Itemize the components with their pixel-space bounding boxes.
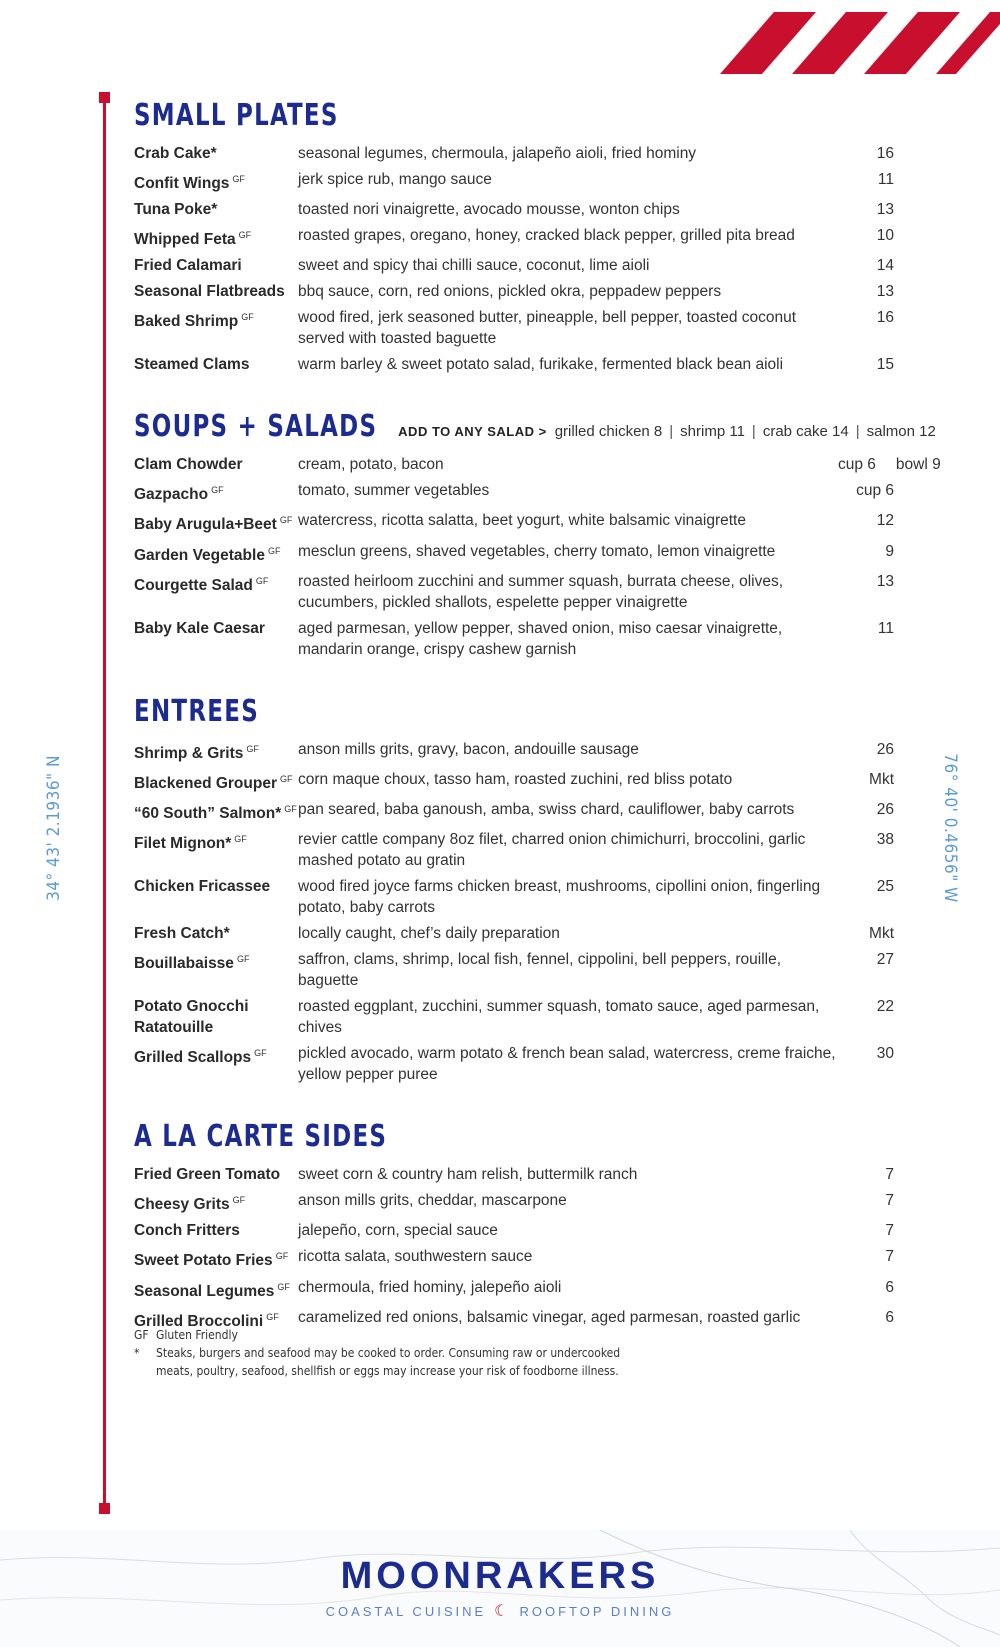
decorative-stripes xyxy=(720,12,1000,74)
item-price-cell xyxy=(838,354,894,375)
raw-food-footnote xyxy=(134,1344,626,1380)
item-name-cell xyxy=(134,199,298,220)
item-price-cell xyxy=(838,510,894,531)
item-price: 13 xyxy=(876,201,894,219)
gluten-friendly-badge: GF xyxy=(284,804,297,815)
item-name: Filet Mignon* xyxy=(134,835,232,853)
item-description: wood fired, jerk seasoned butter, pineapple, bell pepper, toasted coconut served with toasted baguette xyxy=(298,309,797,348)
menu-item xyxy=(134,923,894,944)
item-name-cell xyxy=(134,618,298,639)
item-price: 13 xyxy=(876,283,894,301)
item-price: 7 xyxy=(885,1222,894,1240)
item-price: 7 xyxy=(885,1166,894,1184)
footnotes xyxy=(134,1326,626,1380)
item-name-cell xyxy=(134,1164,298,1185)
menu-item xyxy=(134,571,894,613)
item-name-cell xyxy=(134,799,298,824)
gluten-friendly-badge: GF xyxy=(266,1311,279,1322)
item-name: Baby Kale Caesar xyxy=(134,619,265,637)
item-price: Mkt xyxy=(869,925,894,943)
item-description: seasonal legumes, chermoula, jalapeño aioli, fried hominy xyxy=(298,145,697,162)
raw-food-footnote-text: Steaks, burgers and seafood may be cooked to order. Consuming raw or undercooked meats, poultry, seafood, shellfish or eggs may increase your risk of foodborne illness. xyxy=(156,1346,621,1378)
item-price-cell xyxy=(838,618,894,639)
item-name: Seasonal Legumes xyxy=(134,1282,275,1300)
item-description: bbq sauce, corn, red onions, pickled okra, peppadew peppers xyxy=(298,283,722,301)
item-description: pan seared, baba ganoush, amba, swiss chard, cauliflower, baby carrots xyxy=(298,801,795,819)
item-description: pickled avocado, warm potato & french bean salad, watercress, creme fraiche, yellow pepper puree xyxy=(298,1045,836,1084)
item-description: roasted grapes, oregano, honey, cracked black pepper, grilled pita bread xyxy=(298,227,795,245)
gluten-friendly-badge: GF xyxy=(238,230,252,241)
item-name: Courgette Salad xyxy=(134,576,253,594)
gluten-friendly-badge: GF xyxy=(254,1048,267,1059)
item-price: 11 xyxy=(877,619,894,637)
gf-mark: GF xyxy=(134,1328,149,1342)
gluten-friendly-badge: GF xyxy=(279,515,293,526)
menu-item xyxy=(134,1164,894,1185)
gluten-friendly-badge: GF xyxy=(236,954,250,965)
menu-item xyxy=(134,510,894,535)
item-price-cell xyxy=(838,923,894,944)
item-name: Bouillabaisse xyxy=(134,955,234,973)
item-name: Garden Vegetable xyxy=(134,546,265,564)
item-name-cell xyxy=(134,739,298,764)
gluten-friendly-badge: GF xyxy=(241,312,254,323)
addon-option: shrimp 11 xyxy=(680,423,745,441)
item-description: warm barley & sweet potato salad, furikake, fermented black bean aioli xyxy=(298,356,784,374)
menu-item xyxy=(134,143,894,164)
item-price-cell xyxy=(838,769,894,790)
item-price: 14 xyxy=(876,257,894,275)
item-name: Confit Wings xyxy=(134,175,230,193)
item-name: Fried Calamari xyxy=(134,257,242,275)
item-price: 15 xyxy=(876,356,894,374)
item-description: roasted eggplant, zucchini, summer squash, tomato sauce, aged parmesan, chives xyxy=(298,998,820,1037)
item-name-cell xyxy=(134,225,298,250)
item-price-cell xyxy=(838,829,894,850)
section-title: A LA CARTE SIDES xyxy=(134,1119,388,1155)
addon-lead: ADD TO ANY SALAD > xyxy=(398,424,547,440)
menu-section xyxy=(134,98,894,375)
item-description: chermoula, fried hominy, jalepeño aioli xyxy=(298,1278,562,1296)
item-price: 27 xyxy=(876,951,894,969)
item-price-cell xyxy=(838,480,894,501)
item-price: 10 xyxy=(876,227,894,245)
item-description: revier cattle company 8oz filet, charred onion chimichurri, broccolini, garlic mashed potato au gratin xyxy=(298,831,806,870)
item-price-cell xyxy=(838,876,894,897)
gluten-friendly-badge: GF xyxy=(246,743,259,754)
item-name: Fried Green Tomato xyxy=(134,1166,281,1184)
latitude-label: 34° 43' 2.1936" N xyxy=(44,755,64,901)
menu-item xyxy=(134,876,894,918)
menu-item xyxy=(134,618,894,660)
item-price: Mkt xyxy=(869,770,894,788)
item-price: 26 xyxy=(876,740,894,758)
item-price-cell xyxy=(838,1043,894,1064)
item-name-cell xyxy=(134,829,298,854)
item-price-cell xyxy=(838,1246,894,1267)
salad-addons xyxy=(398,423,936,440)
menu-item xyxy=(134,1220,894,1241)
item-price-cell xyxy=(838,571,894,592)
item-name-cell xyxy=(134,1277,298,1302)
item-name: Clam Chowder xyxy=(134,456,243,474)
item-name-cell xyxy=(134,923,298,944)
item-price-cell xyxy=(838,1220,894,1241)
menu-item xyxy=(134,255,894,276)
item-name-cell xyxy=(134,143,298,164)
menu-item xyxy=(134,199,894,220)
item-name: Seasonal Flatbreads xyxy=(134,283,285,301)
item-price-cell xyxy=(838,143,894,164)
item-price: 6 xyxy=(885,1278,894,1296)
menu-item xyxy=(134,1277,894,1302)
rule-top-cap xyxy=(99,92,110,103)
addon-separator: | xyxy=(751,423,756,441)
item-name-cell xyxy=(134,1246,298,1271)
section-header xyxy=(134,98,894,143)
item-name: Fresh Catch* xyxy=(134,925,230,943)
item-description: jerk spice rub, mango sauce xyxy=(298,171,492,188)
item-name-cell xyxy=(134,255,298,276)
addon-option: salmon 12 xyxy=(866,423,936,441)
item-description: watercress, ricotta salatta, beet yogurt, white balsamic vinaigrette xyxy=(298,512,746,530)
menu-item xyxy=(134,799,894,824)
item-name-cell xyxy=(134,949,298,974)
item-name-cell xyxy=(134,454,298,475)
menu-item xyxy=(134,1043,894,1085)
menu-item xyxy=(134,307,894,349)
menu-section xyxy=(134,1119,894,1332)
item-name: Gazpacho xyxy=(134,486,209,504)
brand-logo: MOONRAKERS xyxy=(340,1555,660,1597)
item-name: Chicken Fricassee xyxy=(134,878,271,896)
item-name-cell xyxy=(134,769,298,794)
item-name-cell xyxy=(134,571,298,596)
item-price-cell xyxy=(838,799,894,820)
item-name: Grilled Broccolini xyxy=(134,1312,264,1330)
gluten-friendly-badge: GF xyxy=(255,575,269,586)
item-price: 6 xyxy=(885,1308,894,1326)
item-price: 30 xyxy=(876,1045,894,1063)
section-header xyxy=(134,694,894,739)
item-description: sweet corn & country ham relish, buttermilk ranch xyxy=(298,1166,638,1184)
menu-item xyxy=(134,281,894,302)
menu-item xyxy=(134,454,941,475)
item-price-cell xyxy=(838,199,894,220)
menu-item xyxy=(134,354,894,375)
item-price: 9 xyxy=(885,542,894,560)
item-price-cell xyxy=(838,1164,894,1185)
item-price: 26 xyxy=(876,801,894,819)
gluten-friendly-badge: GF xyxy=(232,1195,246,1206)
item-description: ricotta salata, southwestern sauce xyxy=(298,1248,533,1266)
item-price-cell xyxy=(838,996,894,1017)
item-name: Crab Cake* xyxy=(134,145,217,162)
gf-footnote xyxy=(134,1326,626,1344)
item-name-cell xyxy=(134,510,298,535)
item-description: anson mills grits, gravy, bacon, andouille sausage xyxy=(298,740,639,758)
addon-separator: | xyxy=(669,423,674,441)
menu-item xyxy=(134,996,894,1038)
item-description: locally caught, chef’s daily preparation xyxy=(298,925,560,943)
item-price: 11 xyxy=(877,171,894,188)
rule-bottom-cap xyxy=(99,1503,110,1514)
item-price: 16 xyxy=(876,309,894,327)
tagline-right: ROOFTOP DINING xyxy=(519,1604,675,1619)
item-price-cell xyxy=(838,255,894,276)
longitude-label: 76° 40' 0.4656" W xyxy=(940,753,960,903)
item-price-cell xyxy=(838,949,894,970)
item-name: Shrimp & Grits xyxy=(134,744,244,762)
menu-section xyxy=(134,694,894,1085)
gluten-friendly-badge: GF xyxy=(277,1281,290,1292)
item-name-cell xyxy=(134,169,298,194)
menu-item xyxy=(134,739,894,764)
section-header xyxy=(134,409,936,454)
tagline-left: COASTAL CUISINE xyxy=(325,1604,487,1619)
item-price-cell xyxy=(838,1307,894,1328)
item-name-cell xyxy=(134,354,298,375)
cup-price: cup 6 xyxy=(838,456,876,474)
gluten-friendly-badge: GF xyxy=(267,545,281,556)
item-price-cell xyxy=(838,281,894,302)
item-name-cell xyxy=(134,1190,298,1215)
item-description: aged parmesan, yellow pepper, shaved onion, miso caesar vinaigrette, mandarin orange, crispy cashew garnish xyxy=(298,619,783,658)
item-price: 25 xyxy=(876,878,894,896)
item-description: caramelized red onions, balsamic vinegar, aged parmesan, roasted garlic xyxy=(298,1308,801,1326)
crescent-moon-icon: ☾ xyxy=(494,1603,512,1620)
item-description: mesclun greens, shaved vegetables, cherry tomato, lemon vinaigrette xyxy=(298,542,776,560)
menu-item xyxy=(134,1246,894,1271)
item-name: Potato Gnocchi Ratatouille xyxy=(134,998,249,1037)
item-price: 38 xyxy=(876,831,894,849)
item-price: bowl 9 xyxy=(895,456,941,474)
item-name: Conch Fritters xyxy=(134,1222,240,1240)
item-description: sweet and spicy thai chilli sauce, coconut, lime aioli xyxy=(298,257,650,275)
asterisk-mark: * xyxy=(134,1346,140,1360)
item-name-cell xyxy=(134,1043,298,1068)
gluten-friendly-badge: GF xyxy=(232,174,245,184)
item-price-cell xyxy=(838,739,894,760)
menu-section xyxy=(134,409,941,659)
gluten-friendly-badge: GF xyxy=(211,485,224,496)
menu-item xyxy=(134,829,894,871)
item-name: Whipped Feta xyxy=(134,231,236,249)
addon-separator: | xyxy=(855,423,860,441)
item-name: Baked Shrimp xyxy=(134,313,239,331)
item-price-cell xyxy=(838,307,894,328)
item-name-cell xyxy=(134,281,298,302)
menu-item xyxy=(134,541,894,566)
menu-item xyxy=(134,480,894,505)
item-description: wood fired joyce farms chicken breast, mushrooms, cipollini onion, fingerling potato, baby carrots xyxy=(298,878,821,917)
gf-footnote-text: Gluten Friendly xyxy=(156,1328,238,1342)
gluten-friendly-badge: GF xyxy=(234,834,247,845)
menu-content xyxy=(134,98,941,1366)
brand-tagline xyxy=(0,1601,1000,1621)
item-name: Tuna Poke* xyxy=(134,201,218,219)
item-description: roasted heirloom zucchini and summer squash, burrata cheese, olives, cucumbers, pickled shallots, espelette pepper vinaigrette xyxy=(298,572,784,611)
section-title: ENTREES xyxy=(134,693,260,729)
item-description: saffron, clams, shrimp, local fish, fennel, cippolini, bell peppers, rouille, baguette xyxy=(298,951,782,990)
item-price: 7 xyxy=(885,1192,894,1210)
gluten-friendly-badge: GF xyxy=(275,1251,289,1262)
item-name-cell xyxy=(134,541,298,566)
item-price-cell xyxy=(838,1190,894,1211)
item-name: Sweet Potato Fries xyxy=(134,1252,273,1270)
menu-item xyxy=(134,949,894,991)
item-name: Cheesy Grits xyxy=(134,1196,230,1214)
item-price: cup 6 xyxy=(856,482,894,500)
item-price-cell xyxy=(838,454,941,475)
item-description: anson mills grits, cheddar, mascarpone xyxy=(298,1192,567,1210)
item-price-cell xyxy=(838,169,894,190)
menu-item xyxy=(134,1190,894,1215)
item-name-cell xyxy=(134,480,298,505)
item-description: cream, potato, bacon xyxy=(298,456,444,474)
item-price-cell xyxy=(838,541,894,562)
item-description: jalepeño, corn, special sauce xyxy=(298,1222,498,1240)
item-name: Baby Arugula+Beet xyxy=(134,516,277,534)
item-name-cell xyxy=(134,307,298,332)
item-name-cell xyxy=(134,1220,298,1241)
menu-item xyxy=(134,769,894,794)
item-name: Steamed Clams xyxy=(134,356,250,374)
item-name-cell xyxy=(134,996,298,1038)
item-price: 12 xyxy=(876,512,894,530)
item-name-cell xyxy=(134,876,298,897)
item-price-cell xyxy=(838,1277,894,1298)
item-price: 22 xyxy=(876,998,894,1016)
item-description: tomato, summer vegetables xyxy=(298,482,490,500)
gluten-friendly-badge: GF xyxy=(280,773,293,784)
item-name: Blackened Grouper xyxy=(134,775,277,793)
item-price: 16 xyxy=(876,145,894,162)
item-description: toasted nori vinaigrette, avocado mousse, wonton chips xyxy=(298,201,680,219)
menu-item xyxy=(134,169,894,194)
vertical-red-rule xyxy=(103,95,106,1510)
item-price-cell xyxy=(838,225,894,246)
addon-option: crab cake 14 xyxy=(762,423,849,441)
item-name: Grilled Scallops xyxy=(134,1049,252,1067)
item-price: 7 xyxy=(885,1248,894,1266)
item-name: “60 South” Salmon* xyxy=(134,805,282,823)
menu-item xyxy=(134,225,894,250)
item-description: corn maque choux, tasso ham, roasted zuchini, red bliss potato xyxy=(298,770,733,788)
item-price: 13 xyxy=(876,572,894,590)
section-title: SMALL PLATES xyxy=(134,98,339,133)
section-title: SOUPS + SALADS xyxy=(134,409,378,445)
section-header xyxy=(134,1119,894,1164)
addon-option: grilled chicken 8 xyxy=(554,423,663,441)
